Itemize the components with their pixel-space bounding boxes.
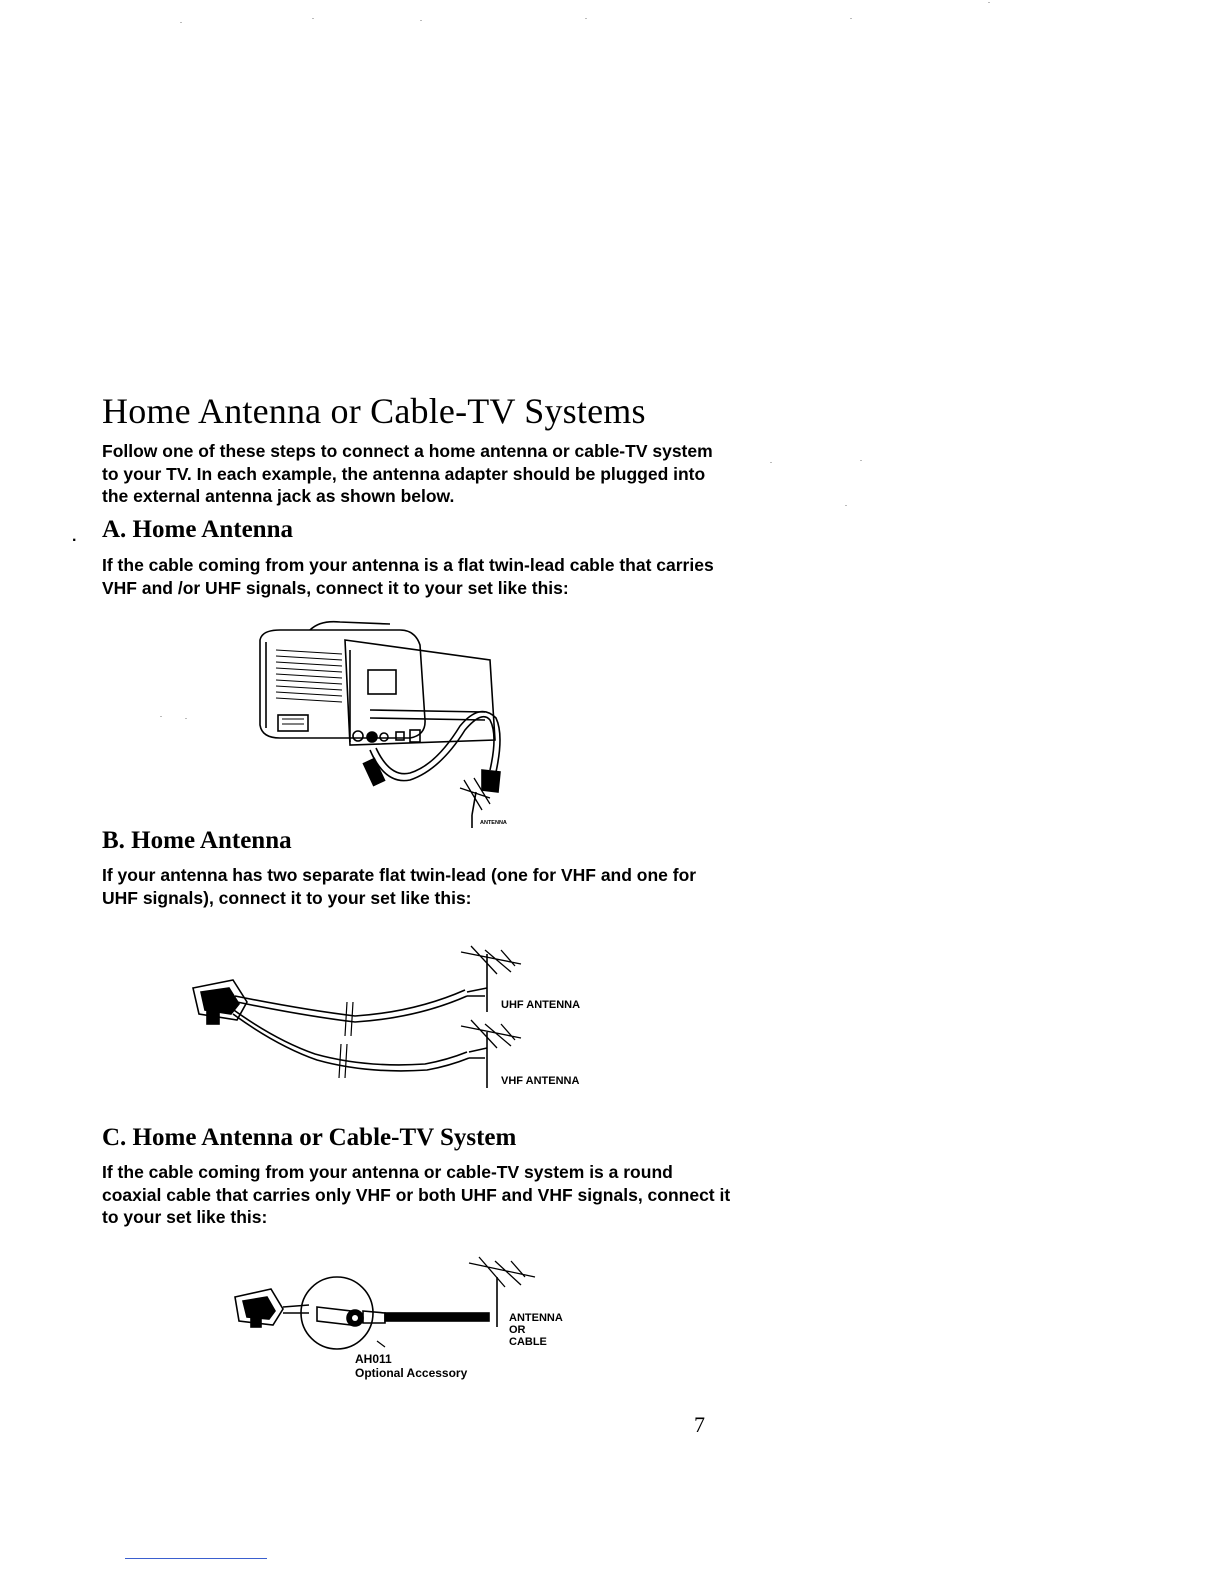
scan-speck [160,716,162,717]
figure-a-tv-twin-lead [250,620,530,830]
scan-speck [988,2,990,3]
scan-speck [850,18,852,19]
scan-speck [860,460,862,461]
antenna-label: ANTENNA [509,1312,563,1324]
footer-rule [125,1558,267,1559]
scan-speck [185,718,187,719]
page-title: Home Antenna or Cable-TV Systems [102,391,646,431]
section-a-heading: A. Home Antenna [102,516,293,543]
margin-mark: . [72,528,77,545]
section-c-heading: C. Home Antenna or Cable-TV System [102,1124,517,1151]
intro-paragraph: Follow one of these steps to connect a home antenna or cable-TV system to your TV. In each example, the antenna adapter should be plugged into the external antenna jack as shown below. [102,441,713,506]
section-c-text: If the cable coming from your antenna or cable-TV system is a round coaxial cable that carries only VHF or both UHF and VHF signals, connect it to your set like this: [102,1162,731,1227]
cable-label: CABLE [509,1336,547,1348]
uhf-antenna-label: UHF ANTENNA [501,999,581,1011]
or-label: OR [509,1324,526,1336]
figure-a-antenna-label: ANTENNA [480,820,507,826]
figure-c-coaxial-cable [225,1255,575,1385]
optional-accessory-label: Optional Accessory [355,1366,468,1380]
vhf-antenna-label: VHF ANTENNA [501,1075,580,1087]
scan-speck [770,462,772,463]
scan-speck [845,505,847,506]
scan-speck [585,18,587,19]
section-a-text: If the cable coming from your antenna is a flat twin-lead cable that carries VHF and /or UHF signals, connect it to your set like this: [102,555,714,598]
scan-speck [180,22,182,23]
section-b-heading: B. Home Antenna [102,827,292,854]
figure-b-dual-twin-lead [185,940,585,1090]
section-b-text: If your antenna has two separate flat twin-lead (one for VHF and one for UHF signals), connect it to your set like this: [102,865,697,908]
page-number: 7 [694,1412,705,1437]
scan-speck [312,18,314,19]
ah011-label: AH011 [355,1352,392,1366]
scan-speck [420,20,422,21]
